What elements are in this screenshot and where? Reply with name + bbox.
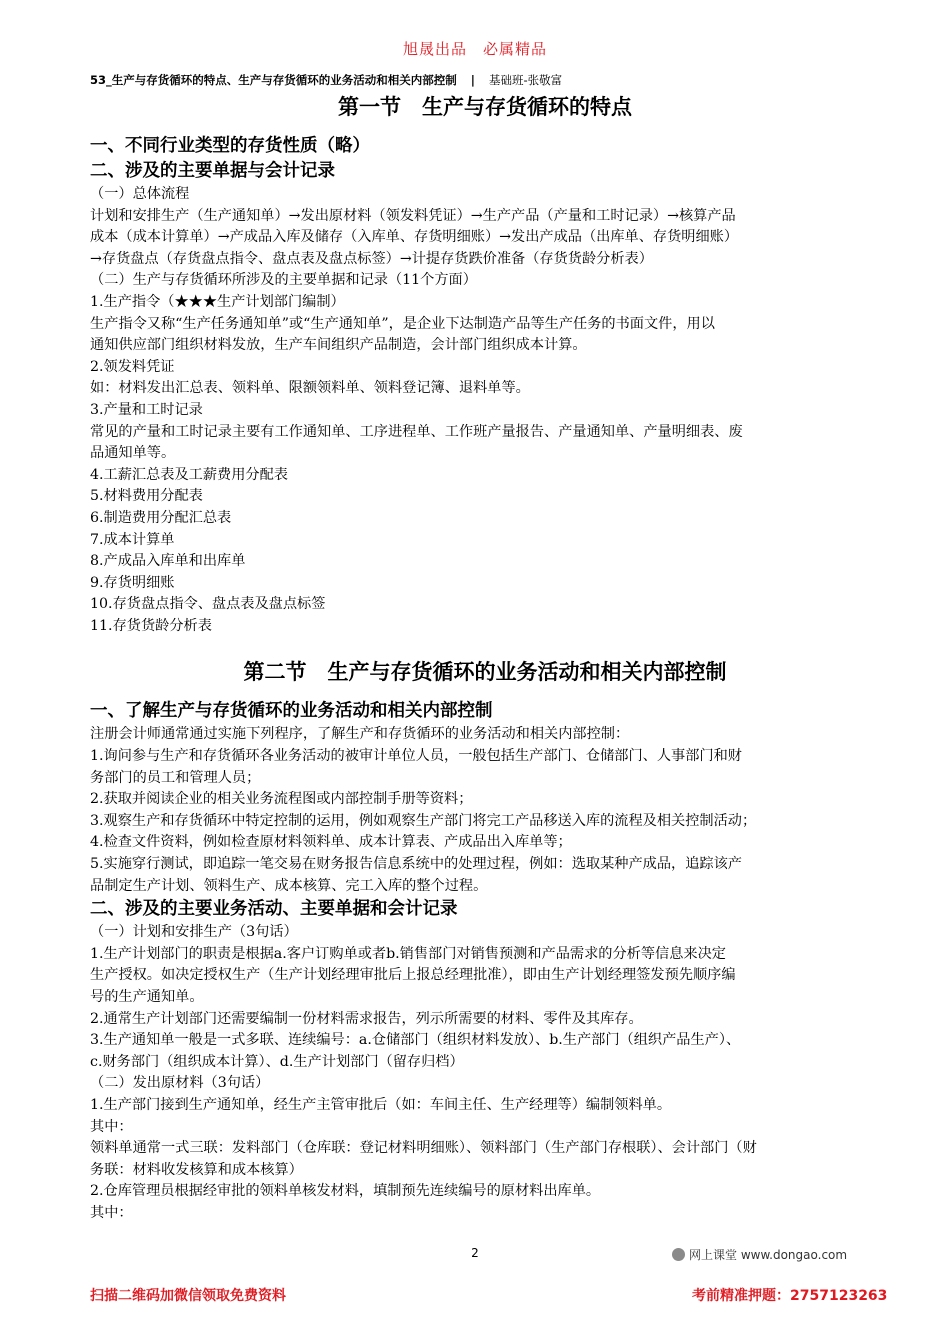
brand-text: 网上课堂 www.dongao.com xyxy=(689,1248,848,1262)
text-line: 4.工薪汇总表及工薪费用分配表 xyxy=(90,466,288,483)
text-line: 7.成本计算单 xyxy=(90,531,175,548)
header-separator: | xyxy=(470,73,475,87)
text-line: c.财务部门（组织成本计算）、d.生产计划部门（留存归档） xyxy=(90,1053,464,1070)
running-header xyxy=(90,72,870,88)
text-line: 其中： xyxy=(90,1118,133,1135)
text-line: （二）发出原材料（3句话） xyxy=(90,1075,270,1092)
text-line: 6.制造费用分配汇总表 xyxy=(90,509,232,526)
footer-right-promo: 考前精准押题：2757123263 xyxy=(692,1288,888,1304)
text-line: →存货盘点（存货盘点指令、盘点表及盘点标签）→计提存货跌价准备（存货货龄分析表） xyxy=(90,250,653,267)
brand-logo-icon xyxy=(672,1248,685,1261)
text-line: 务联：材料收发核算和成本核算） xyxy=(90,1161,303,1178)
text-line: 领料单通常一式三联：发料部门（仓库联：登记材料明细账）、领料部门（生产部门存根联）、会计部门（财 xyxy=(90,1140,757,1157)
text-line: 品制定生产计划、领料生产、成本核算、完工入库的整个过程。 xyxy=(90,877,488,894)
text-line: 注册会计师通常通过实施下列程序，了解生产和存货循环的业务活动和相关内部控制： xyxy=(90,726,630,743)
text-line: 5.实施穿行测试，即追踪一笔交易在财务报告信息系统中的处理过程，例如：选取某种产成品，追踪该产 xyxy=(90,856,742,873)
text-line: （一）总体流程 xyxy=(90,186,190,202)
top-banner: 旭晟出品 必属精品 xyxy=(402,40,547,58)
text-line: 其中： xyxy=(90,1204,133,1221)
text-line: 5.材料费用分配表 xyxy=(90,488,203,505)
spacer xyxy=(90,637,880,653)
text-line: 1.询问参与生产和存货循环各业务活动的被审计单位人员，一般包括生产部门、仓储部门、人事部门和财 xyxy=(90,748,742,765)
section-heading: 第一节 生产与存货循环的特点 xyxy=(338,94,632,119)
text-line: 2.获取并阅读企业的相关业务流程图或内部控制手册等资料； xyxy=(90,791,473,808)
text-line: 如：材料发出汇总表、领料单、限额领料单、领料登记簿、退料单等。 xyxy=(90,380,530,397)
text-line: （二）生产与存货循环所涉及的主要单据和记录（11个方面） xyxy=(90,272,477,289)
teacher-name: 基础班-张敬富 xyxy=(488,73,563,87)
text-line: 1.生产计划部门的职责是根据a.客户订购单或者b.销售部门对销售预测和产品需求的分析等信息来决定 xyxy=(90,945,726,962)
subheading: 一、不同行业类型的存货性质（略） xyxy=(90,136,370,156)
text-line: 常见的产量和工时记录主要有工作通知单、工序进程单、工作班产量报告、产量通知单、产量明细表、废 xyxy=(90,423,743,440)
text-line: 10.存货盘点指令、盘点表及盘点标签 xyxy=(90,596,326,613)
text-line: 3.产量和工时记录 xyxy=(90,401,203,418)
text-line: 11.存货货龄分析表 xyxy=(90,617,212,634)
text-line: 品通知单等。 xyxy=(90,445,176,462)
text-line: 2.领发料凭证 xyxy=(90,358,175,375)
text-line: 9.存货明细账 xyxy=(90,574,175,591)
text-line: 号的生产通知单。 xyxy=(90,989,204,1005)
text-line: 成本（成本计算单）→产成品入库及储存（入库单、存货明细账）→发出产成品（出库单、存货明细账） xyxy=(90,229,739,246)
footer-brand xyxy=(672,1246,847,1263)
text-line: 3.观察生产和存货循环中特定控制的运用，例如观察生产部门将完工产品移送入库的流程及相关控制活动； xyxy=(90,812,757,829)
text-line: 生产指令又称“生产任务通知单”或“生产通知单”，是企业下达制造产品等生产任务的书面文件，用以 xyxy=(90,315,715,332)
text-line: 通知供应部门组织材料发放，生产车间组织产品制造，会计部门组织成本计算。 xyxy=(90,337,587,354)
page-number: 2 xyxy=(471,1246,479,1260)
text-line: 8.产成品入库单和出库单 xyxy=(90,553,246,570)
text-line: 1.生产部门接到生产通知单，经生产主管审批后（如：车间主任、生产经理等）编制领料单。 xyxy=(90,1096,672,1113)
text-line: 生产授权。如决定授权生产（生产计划经理审批后上报总经理批准），即由生产计划经理签发预先顺序编 xyxy=(90,967,736,984)
text-line: 4.检查文件资料，例如检查原材料领料单、成本计算表、产成品出入库单等； xyxy=(90,834,572,851)
subheading: 二、涉及的主要业务活动、主要单据和会计记录 xyxy=(90,899,458,920)
text-line: 2.通常生产计划部门还需要编制一份材料需求报告，列示所需要的材料、零件及其库存。 xyxy=(90,1010,643,1027)
section-heading: 第二节 生产与存货循环的业务活动和相关内部控制 xyxy=(243,659,727,685)
subheading: 一、了解生产与存货循环的业务活动和相关内部控制 xyxy=(90,701,493,722)
running-title: 53_生产与存货循环的特点、生产与存货循环的业务活动和相关内部控制 xyxy=(90,73,457,87)
document-body xyxy=(90,88,880,1225)
subheading: 二、涉及的主要单据与会计记录 xyxy=(90,161,335,181)
text-line: （一）计划和安排生产（3句话） xyxy=(90,924,298,941)
footer-left-promo: 扫描二维码加微信领取免费资料 xyxy=(90,1288,286,1304)
text-line: 3.生产通知单一般是一式多联、连续编号：a.仓储部门（组织材料发放）、b.生产部门（组织产品生产）、 xyxy=(90,1032,741,1049)
text-line: 2.仓库管理员根据经审批的领料单核发材料，填制预先连续编号的原材料出库单。 xyxy=(90,1183,601,1200)
text-line: 1.生产指令（★★★生产计划部门编制） xyxy=(90,293,345,310)
text-line: 务部门的员工和管理人员； xyxy=(90,769,261,786)
text-line: 计划和安排生产（生产通知单）→发出原材料（领发料凭证）→生产产品（产量和工时记录）→核算产品 xyxy=(90,207,736,224)
